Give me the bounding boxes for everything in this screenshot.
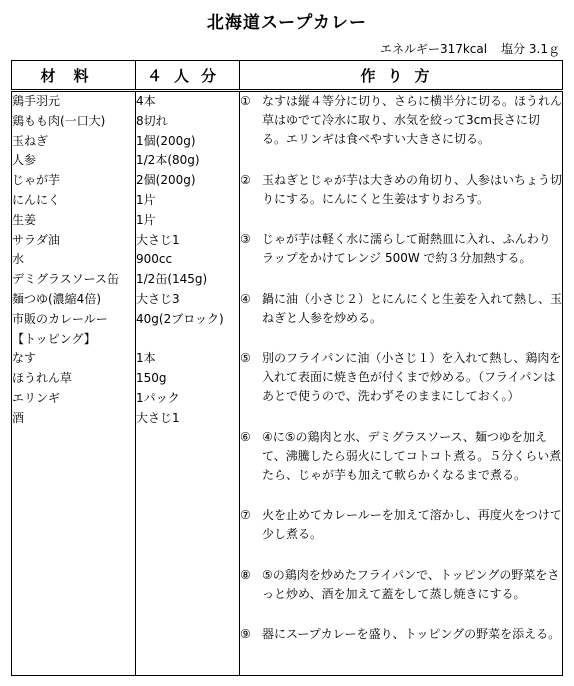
step-number: ② xyxy=(240,172,251,187)
ingredient-quantity: 大さじ1 xyxy=(136,410,180,425)
ingredient-name: 酒 xyxy=(12,410,25,425)
step-number: ① xyxy=(240,94,251,108)
ingredient-name: デミグラスソース缶 xyxy=(12,272,120,287)
ingredient-name: エリンギ xyxy=(12,390,61,405)
step-text: ④に⑤の鶏肉と水、デミグラスソース、麺つゆを加えて、沸騰したら弱火にしてコトコト煮る。５分くらい煮たら、じゃが芋も加えて軟らかくなるまで煮る。 xyxy=(262,429,562,482)
step-text: 別のフライパンに油（小さじ１）を入れて熱し、鶏肉を入れて表面に焼き色が付くまで炒める。（フライパンはあとで使うので、洗わずそのままにしておく。） xyxy=(262,351,562,403)
ingredient-name: 鶏手羽元 xyxy=(12,94,61,108)
recipe-title: 北海道スープカレー xyxy=(206,13,368,33)
ingredients-header: 材料 xyxy=(12,61,136,91)
ingredient-quantity: 1パック xyxy=(136,390,180,405)
ingredient-name: 【トッピング】 xyxy=(12,331,96,346)
ingredient-name: なす xyxy=(12,351,37,366)
step-item xyxy=(240,290,562,328)
step-item xyxy=(240,566,562,604)
steps-header: 作り方 xyxy=(240,61,563,91)
step-text: 玉ねぎとじゃが芋は大きめの角切り、人参はいちょう切りにする。にんにくと生姜はすりおろす。 xyxy=(262,172,563,206)
step-number: ④ xyxy=(240,291,251,306)
step-number: ⑧ xyxy=(240,567,251,582)
ingredient-name: じゃが芋 xyxy=(12,173,61,188)
step-number: ⑥ xyxy=(240,429,251,444)
ingredient-name: サラダ油 xyxy=(12,232,60,247)
ingredient-quantity: 大さじ1 xyxy=(136,232,180,247)
salt-value: 塩分 3.1ｇ xyxy=(501,42,560,56)
ingredient-name: 鶏もも肉(一口大) xyxy=(12,113,106,128)
ingredient-name: 生姜 xyxy=(12,212,37,227)
quantity-header: ４人分 xyxy=(136,61,240,91)
step-number: ⑨ xyxy=(240,627,251,641)
ingredient-name: 市販のカレールー xyxy=(12,311,108,326)
step-number: ⑤ xyxy=(240,351,251,365)
step-item xyxy=(240,625,562,644)
ingredient-quantity: 大さじ3 xyxy=(136,291,180,306)
step-item xyxy=(240,171,562,209)
step-item xyxy=(240,506,562,544)
step-text: 器にスープカレーを盛り、トッピングの野菜を添える。 xyxy=(262,627,561,641)
energy-value: エネルギー317kcal xyxy=(379,42,488,56)
ingredient-quantity: 1/2缶(145g) xyxy=(136,272,208,287)
ingredient-name: 人参 xyxy=(12,153,37,168)
step-list xyxy=(240,91,563,676)
ingredient-quantity: 1本 xyxy=(136,351,156,366)
step-text: ⑤の鶏肉を炒めたフライパンで、トッピングの野菜をさっと炒め、酒を加えて蓋をして蒸し焼きにする。 xyxy=(262,567,560,601)
ingredient-quantity: 8切れ xyxy=(136,113,168,128)
ingredient-quantity: 1個(200g) xyxy=(136,133,196,148)
ingredient-quantity: 150g xyxy=(136,371,167,386)
step-text: 鍋に油（小さじ２）とにんにくと生姜を入れて熱し、玉ねぎと人参を炒める。 xyxy=(262,291,563,325)
step-number: ③ xyxy=(240,232,251,246)
ingredient-quantity: 900cc xyxy=(136,252,173,267)
recipe-table xyxy=(11,60,563,676)
step-item xyxy=(240,428,562,485)
ingredient-quantity: 4本 xyxy=(136,94,156,108)
step-item xyxy=(240,349,562,406)
ingredient-quantity: 40g(2ブロック) xyxy=(136,311,224,326)
step-text: じゃが芋は軽く水に濡らして耐熱皿に入れ、ふんわりラップをかけてレンジ 500W で約３分加熱する。 xyxy=(262,232,551,265)
step-item xyxy=(240,92,562,149)
ingredient-quantity: 1片 xyxy=(136,192,156,207)
ingredient-name: にんにく xyxy=(12,192,61,207)
ingredient-quantity: 1片 xyxy=(136,212,156,227)
ingredient-name: 水 xyxy=(12,252,25,267)
step-text: なすは縦４等分に切り、さらに横半分に切る。ほうれん草はゆでて冷水に取り、水気を絞って3cm長さに切る。エリンギは食べやすい大きさに切る。 xyxy=(262,94,563,146)
step-item xyxy=(240,230,562,268)
nutrition-info xyxy=(380,40,560,57)
ingredient-name: 麺つゆ(濃縮4倍) xyxy=(12,291,101,306)
ingredient-list xyxy=(12,91,136,676)
ingredient-name: ほうれん草 xyxy=(12,371,73,386)
step-number: ⑦ xyxy=(240,508,251,522)
quantity-list xyxy=(136,91,240,676)
table-header-row xyxy=(12,61,563,91)
ingredient-name: 玉ねぎ xyxy=(12,133,49,148)
step-text: 火を止めてカレールーを加えて溶かし、再度火をつけて少し煮る。 xyxy=(262,508,562,541)
ingredient-quantity xyxy=(136,330,239,350)
ingredient-quantity: 1/2本(80g) xyxy=(136,153,200,168)
ingredient-quantity: 2個(200g) xyxy=(136,173,196,188)
